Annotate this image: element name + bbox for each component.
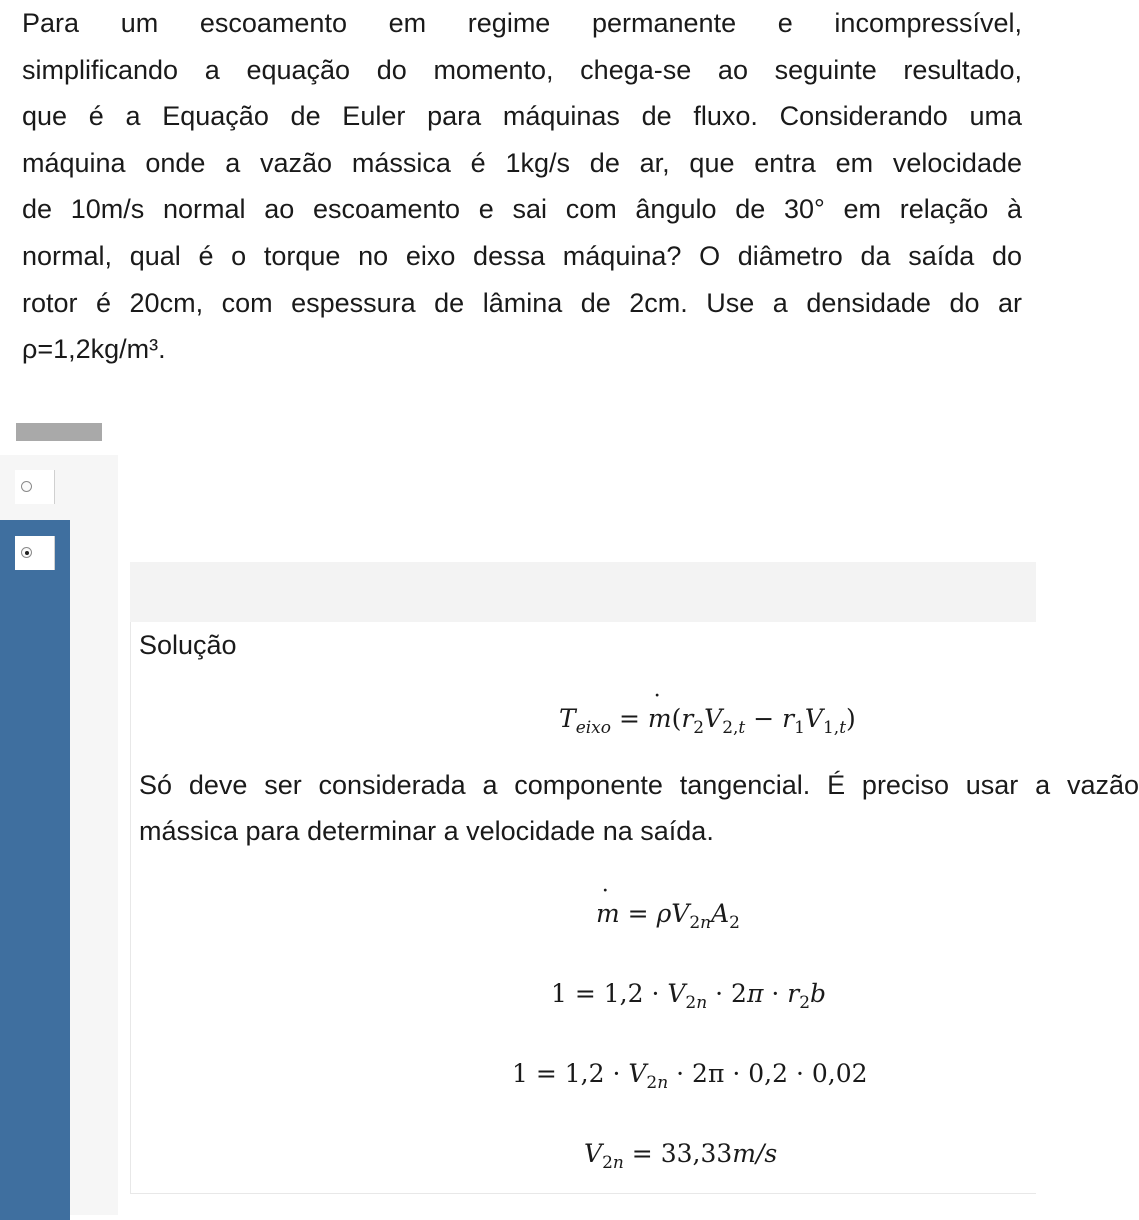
question-line: ρ=1,2kg/m³. bbox=[22, 334, 166, 365]
radio-unchecked-icon[interactable] bbox=[21, 481, 32, 492]
option-b[interactable] bbox=[15, 536, 55, 570]
equation-result: $V_{2n} = 33,33m/s$ bbox=[584, 1139, 778, 1173]
question-line: simplificando a equação do momento, chega-se ao seguinte resultado, bbox=[22, 54, 1022, 85]
explanation-line: mássica para determinar a velocidade na saída. bbox=[139, 816, 714, 846]
selected-option-highlight bbox=[0, 520, 70, 1220]
eq-one: 1 bbox=[512, 1059, 528, 1088]
solution-panel-header bbox=[130, 562, 1036, 622]
question-line: normal, qual é o torque no eixo dessa máquina? O diâmetro da saída do bbox=[22, 240, 1022, 271]
question-text bbox=[22, 0, 1082, 373]
question-line: que é a Equação de Euler para máquinas de fluxo. Considerando uma bbox=[22, 101, 1022, 132]
solution-panel bbox=[130, 622, 1139, 1194]
solution-explanation bbox=[139, 762, 1139, 854]
eq-equals: = bbox=[527, 1059, 565, 1088]
equation-torque: $T_{eixo}$ = ˙ $m(r_2V_{2,t} - r_1V_{1,t})$ bbox=[559, 704, 856, 733]
question-line: de 10m/s normal ao escoamento e sai com ângulo de 30° em relação à bbox=[22, 194, 1022, 225]
result-unit: m/s bbox=[732, 1139, 778, 1168]
radio-checked-icon[interactable] bbox=[21, 547, 32, 558]
equation-step1: $1 = 1,2 \cdot V_{2n} \cdot 2\pi \cdot r_2b$ bbox=[551, 979, 827, 1013]
explanation-line: Só deve ser considerada a componente tangencial. É preciso usar a vazão bbox=[139, 770, 1139, 800]
question-line: Para um escoamento em regime permanente e incompressível, bbox=[22, 8, 1022, 38]
question-line: máquina onde a vazão mássica é 1kg/s de ar, que entra em velocidade bbox=[22, 147, 1022, 178]
torque-equals: = bbox=[611, 704, 648, 733]
question-line: rotor é 20cm, com espessura de lâmina de 2cm. Use a densidade do ar bbox=[22, 287, 1022, 318]
eq-two-pi: 2π bbox=[692, 1059, 725, 1088]
eq-b: 0,02 bbox=[811, 1059, 868, 1088]
eq-r2: 0,2 bbox=[748, 1059, 788, 1088]
equation-mass-flow: ˙ $m = \rho V_{2n}A_2$ bbox=[596, 899, 740, 928]
solution-title: Solução bbox=[139, 630, 237, 660]
option-a[interactable] bbox=[15, 470, 55, 504]
eq-coef: 1,2 bbox=[564, 1059, 605, 1088]
grey-marker-bar bbox=[16, 423, 102, 441]
equation-step2: $1 = 1,2 \cdot V_{2n} \cdot 2\pi \cdot 0,2 \cdot 0,02$ bbox=[512, 1059, 868, 1093]
result-value: 33,33 bbox=[660, 1139, 733, 1168]
